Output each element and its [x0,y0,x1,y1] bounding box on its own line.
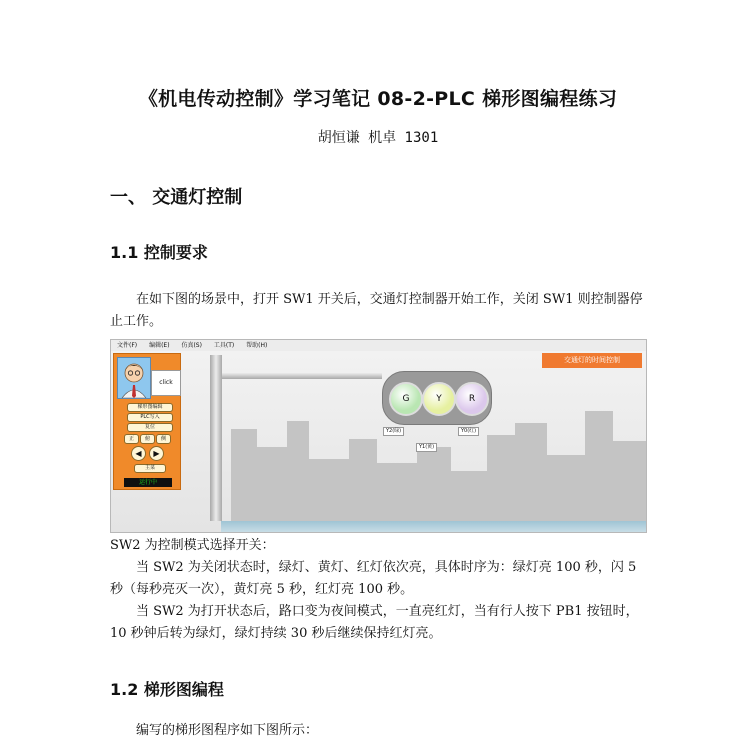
main-menu-button[interactable]: 主菜 [134,464,166,473]
menu-simulate[interactable]: 仿真(S) [181,342,202,349]
building-silhouette [377,463,417,521]
menu-help[interactable]: 帮助(H) [246,342,268,349]
sw2-description: SW2 为控制模式选择开关： [110,538,275,553]
building-silhouette [487,435,515,521]
tag-y1-yellow: Y1(黄) [416,443,437,452]
signal-pole [210,355,222,521]
building-silhouette [417,447,451,521]
section-heading-traffic-light: 一、 交通灯控制 [110,187,243,208]
scene-banner: 交通灯的时间控制 [542,353,642,368]
plc-write-button[interactable]: PLC写入 [127,413,173,422]
building-silhouette [585,411,613,521]
building-silhouette [231,429,257,521]
red-lamp: R [455,382,489,416]
building-silhouette [309,459,349,521]
simulator-screenshot [110,339,647,533]
arrow-right-icon[interactable]: ▶ [149,446,164,461]
subsection-heading-requirements: 1.1 控制要求 [110,243,208,262]
author-line: 胡恒谦 机卓 1301 [317,130,439,146]
reset-button[interactable]: 复位 [127,423,173,432]
green-lamp: G [389,382,423,416]
building-silhouette [287,421,309,521]
operator-avatar [117,357,151,399]
intro-paragraph: 在如下图的场景中，打开 SW1 开关后，交通灯控制器开始工作，关闭 SW1 则控制器停止工作。 [110,292,643,329]
menu-tools[interactable]: 工具(T) [213,342,235,349]
building-silhouette [451,471,487,521]
tag-y2-green: Y2(绿) [383,427,404,436]
tag-y0-red: Y0(红) [458,427,479,436]
arrow-left-icon[interactable]: ◀ [131,446,146,461]
ladder-intro: 编写的梯形图程序如下图所示： [136,723,319,738]
control-panel [113,353,181,490]
document-title: 《机电传动控制》学习笔记 08-2-PLC 梯形图编程练习 [138,88,618,110]
building-silhouette [515,423,547,521]
building-silhouette [257,447,287,521]
top-view-button[interactable]: 俯 [140,434,155,444]
sw2-off-description: 当 SW2 为关闭状态时，绿灯、黄灯、红灯依次亮，具体时序为：绿灯亮 100 秒，闪 5 秒（每秒亮灭一次），黄灯亮 5 秒，红灯亮 100 秒。 [110,560,637,597]
sw2-on-description: 当 SW2 为打开状态后，路口变为夜间模式，一直亮红灯，当有行人按下 PB1 按钮时，10 秒钟后转为绿灯，绿灯持续 30 秒后继续保持红灯亮。 [110,604,639,641]
water-strip [221,521,646,532]
front-view-button[interactable]: 正 [124,434,139,444]
signal-arm [222,373,382,379]
click-card[interactable]: click [151,370,181,396]
building-silhouette [547,455,585,521]
building-silhouette [349,439,377,521]
menu-file[interactable]: 文件(F) [117,342,138,349]
menu-edit[interactable]: 编辑(E) [149,342,170,349]
building-silhouette [613,441,646,521]
ladder-edit-button[interactable]: 梯形图编辑 [127,403,173,412]
traffic-scene [111,351,646,532]
run-status: 运行中 [124,478,172,487]
side-view-button[interactable]: 侧 [156,434,171,444]
yellow-lamp: Y [422,382,456,416]
traffic-light-housing [382,371,492,425]
subsection-heading-ladder: 1.2 梯形图编程 [110,680,224,699]
